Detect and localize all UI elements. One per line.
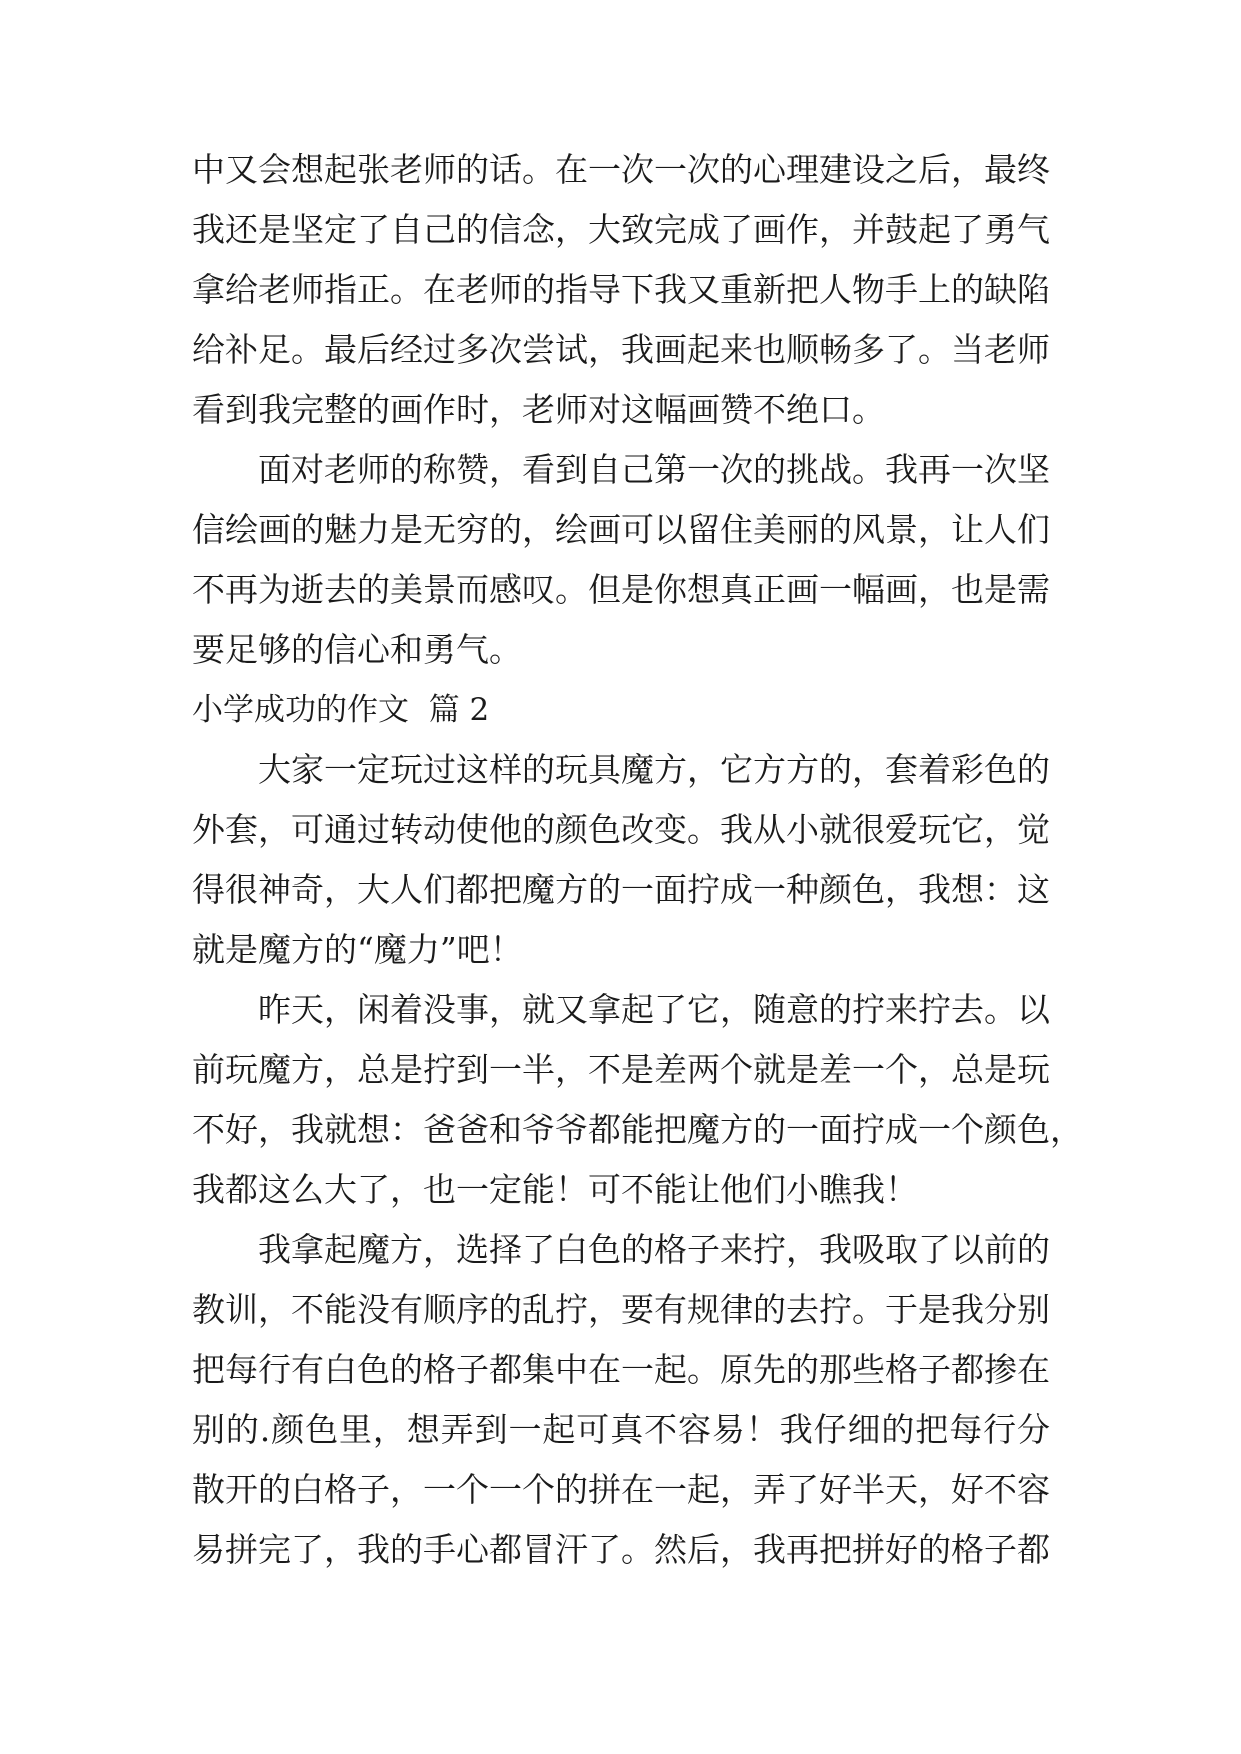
- text-line: 教训，不能没有顺序的乱拧，要有规律的去拧。于是我分别: [192, 1290, 1050, 1329]
- paragraph-5: [192, 1220, 1050, 1580]
- text-line: 别的.颜色里，想弄到一起可真不容易！我仔细的把每行分: [192, 1410, 1050, 1449]
- text-line: 要足够的信心和勇气。: [192, 630, 522, 669]
- text-line: 我拿起魔方，选择了白色的格子来拧，我吸取了以前的: [258, 1230, 1050, 1269]
- text-line: 昨天，闲着没事，就又拿起了它，随意的拧来拧去。以: [258, 990, 1050, 1029]
- text-line: 不再为逝去的美景而感叹。但是你想真正画一幅画，也是需: [192, 570, 1050, 609]
- paragraph-4: [192, 980, 1083, 1220]
- section-heading: 小学成功的作文 篇 2: [192, 692, 490, 728]
- text-line: 前玩魔方，总是拧到一半，不是差两个就是差一个，总是玩: [192, 1050, 1050, 1089]
- text-line: 把每行有白色的格子都集中在一起。原先的那些格子都掺在: [192, 1350, 1050, 1389]
- text-line: 我都这么大了，也一定能！可不能让他们小瞧我！: [192, 1170, 918, 1209]
- text-line: 大家一定玩过这样的玩具魔方，它方方的，套着彩色的: [258, 750, 1050, 789]
- text-line: 给补足。最后经过多次尝试，我画起来也顺畅多了。当老师: [192, 330, 1050, 369]
- paragraph-3: [192, 740, 1050, 980]
- paragraph-2: [192, 440, 1050, 680]
- text-line: 得很神奇，大人们都把魔方的一面拧成一种颜色，我想：这: [192, 870, 1050, 909]
- text-line: 信绘画的魅力是无穷的，绘画可以留住美丽的风景，让人们: [192, 510, 1050, 549]
- text-line: 不好，我就想：爸爸和爷爷都能把魔方的一面拧成一个颜色，: [192, 1110, 1083, 1149]
- text-line: 散开的白格子，一个一个的拼在一起，弄了好半天，好不容: [192, 1470, 1050, 1509]
- text-line: 拿给老师指正。在老师的指导下我又重新把人物手上的缺陷: [192, 270, 1050, 309]
- paragraph-1: [192, 140, 1050, 440]
- text-line: 我还是坚定了自己的信念，大致完成了画作，并鼓起了勇气: [192, 210, 1050, 249]
- text-line: 中又会想起张老师的话。在一次一次的心理建设之后，最终: [192, 150, 1050, 189]
- document-page: [192, 140, 1083, 1580]
- text-line: 面对老师的称赞，看到自己第一次的挑战。我再一次坚: [258, 450, 1050, 489]
- text-line: 就是魔方的“魔力”吧！: [192, 930, 523, 969]
- text-line: 易拼完了，我的手心都冒汗了。然后，我再把拼好的格子都: [192, 1530, 1050, 1569]
- text-line: 外套，可通过转动使他的颜色改变。我从小就很爱玩它，觉: [192, 810, 1050, 849]
- text-line: 看到我完整的画作时，老师对这幅画赞不绝口。: [192, 390, 885, 429]
